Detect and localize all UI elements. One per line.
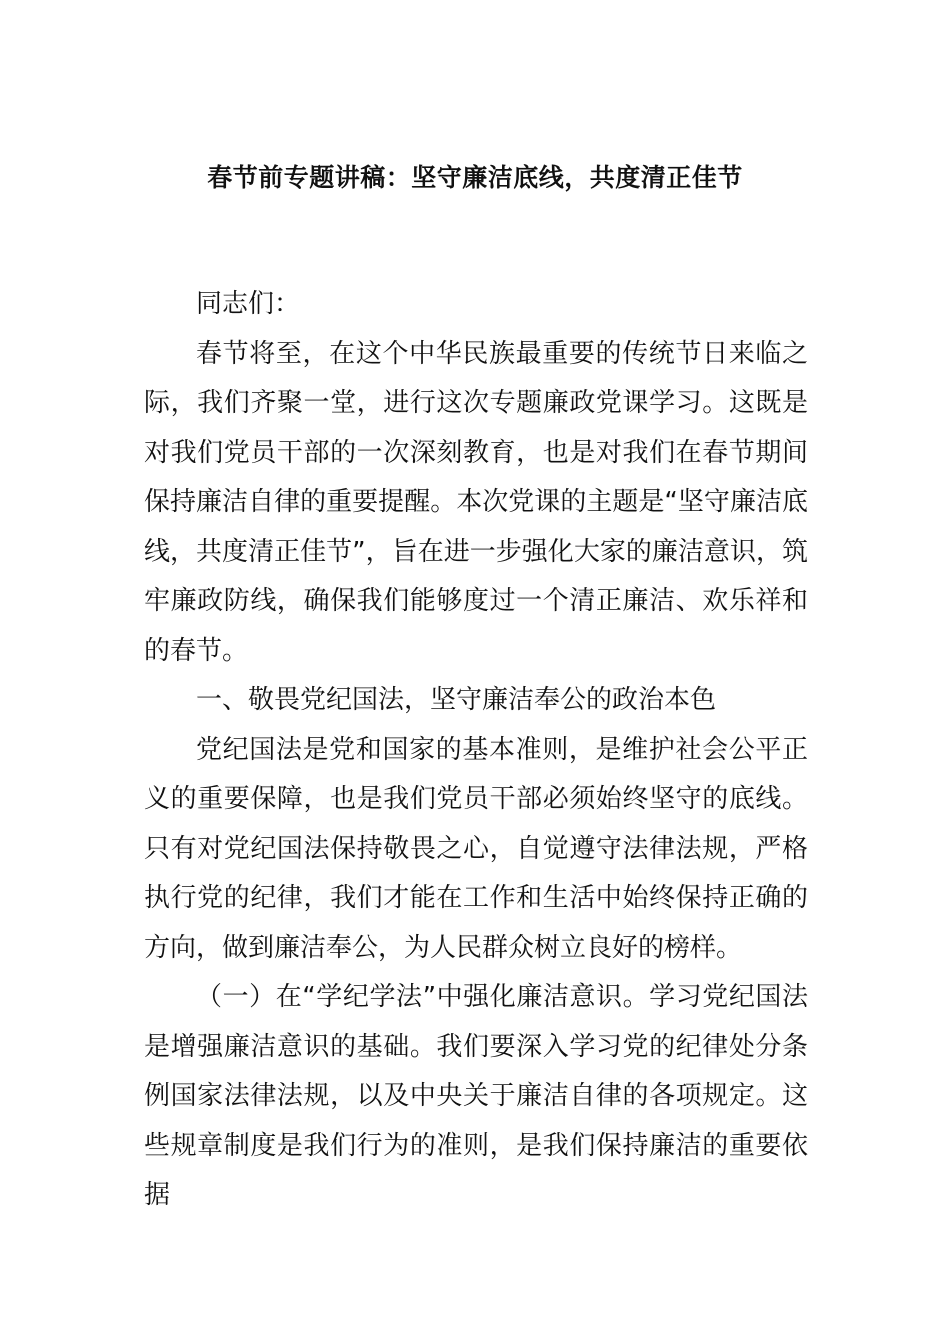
section-1-paragraph: 党纪国法是党和国家的基本准则，是维护社会公平正义的重要保障，也是我们党员干部必须始终坚守的底线。只有对党纪国法保持敬畏之心，自觉遵守法律法规，严格执行党的纪律，我们才能在工作和生活中始终保持正确的方向，做到廉洁奉公，为人民群众树立良好的榜样。 [144, 734, 808, 963]
section-heading-1: 一、敬畏党纪国法，坚守廉洁奉公的政治本色 [196, 685, 717, 715]
document-body [144, 280, 808, 1221]
subsection-1-paragraph: （一）在“学纪学法”中强化廉洁意识。学习党纪国法是增强廉洁意识的基础。我们要深入学习党的纪律处分条例国家法律法规，以及中央关于廉洁自律的各项规定。这些规章制度是我们行为的准则，是我们保持廉洁的重要依据 [144, 982, 808, 1210]
salutation: 同志们： [196, 289, 301, 319]
intro-paragraph: 春节将至，在这个中华民族最重要的传统节日来临之际，我们齐聚一堂，进行这次专题廉政党课学习。这既是对我们党员干部的一次深刻教育，也是对我们在春节期间保持廉洁自律的重要提醒。本次党课的主题是“坚守廉洁底线，共度清正佳节”，旨在进一步强化大家的廉洁意识，筑牢廉政防线，确保我们能够度过一个清正廉洁、欢乐祥和的春节。 [144, 338, 808, 666]
document-title: 春节前专题讲稿：坚守廉洁底线，共度清正佳节 [207, 163, 743, 192]
